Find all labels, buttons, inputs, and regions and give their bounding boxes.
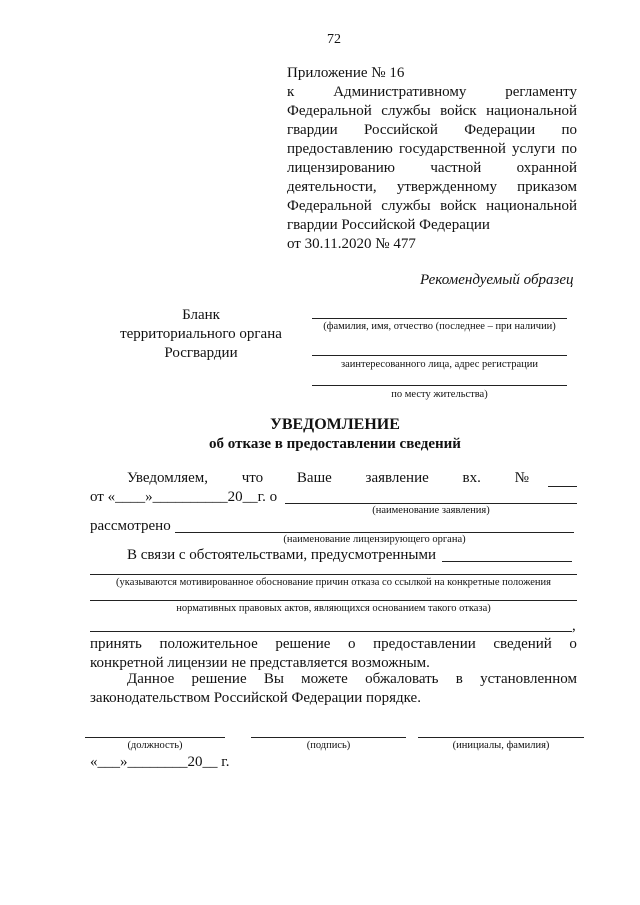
appendix-word: приказом — [517, 179, 577, 195]
appendix-word: Административному — [333, 84, 467, 100]
appendix-line — [287, 83, 577, 102]
blank-line-2: территориального органа — [120, 326, 282, 342]
appendix-line — [287, 64, 577, 83]
appendix-word: войск — [440, 198, 477, 214]
appendix-word: охранной — [516, 160, 577, 176]
reason-caption-2: нормативных правовых актов, являющихся основанием такого отказа) — [176, 603, 491, 614]
word: Вы — [263, 671, 284, 687]
addressee-caption-2: заинтересованного лица, адрес регистрации — [340, 359, 539, 370]
addressee-caption-3: по месту жительства) — [391, 389, 488, 400]
word: Уведомляем, — [127, 470, 209, 486]
appendix-word: службы — [381, 103, 431, 119]
addressee-caption-1: (фамилия, имя, отчество (последнее – при наличии) — [323, 321, 556, 332]
appendix-word: лицензированию — [287, 160, 395, 176]
decision-line-2: конкретной лицензии не представляется возможным. — [90, 655, 430, 671]
appendix-line — [287, 235, 577, 254]
addressee-line-2[interactable] — [312, 355, 567, 356]
signature-date: «___»________20__ г. — [90, 754, 230, 770]
appendix-line — [287, 178, 577, 197]
word: о — [569, 636, 577, 652]
word: решение — [275, 636, 331, 652]
page-number: 72 — [327, 32, 341, 47]
circumstances-field[interactable] — [442, 561, 572, 562]
appendix-word: к — [287, 84, 295, 100]
appendix-word: регламенту — [505, 84, 577, 100]
word: в — [455, 671, 463, 687]
application-name-field[interactable] — [285, 503, 577, 504]
word: можете — [301, 671, 348, 687]
word: Данное — [127, 671, 175, 687]
incoming-number-field[interactable] — [548, 486, 577, 487]
notice-subtitle: об отказе в предоставлении сведений — [209, 436, 461, 452]
word: что — [241, 470, 264, 486]
notify-line-1 — [127, 469, 529, 488]
word: Ваше — [296, 470, 332, 486]
appendix-line — [287, 102, 577, 121]
decision-line-1 — [90, 635, 577, 654]
addressee-line-1[interactable] — [312, 318, 567, 319]
application-caption: (наименование заявления) — [372, 505, 490, 516]
word: вх. — [462, 470, 481, 486]
appendix-word: Российской — [364, 122, 438, 138]
word: обжаловать — [365, 671, 439, 687]
appendix-line — [287, 197, 577, 216]
reason-line-1[interactable] — [90, 574, 577, 575]
word: положительное — [159, 636, 258, 652]
blank-line-1: Бланк — [182, 307, 220, 323]
word: решение — [191, 671, 247, 687]
appeal-line-2: законодательством Российской Федерации порядке. — [90, 690, 421, 706]
word: № — [514, 470, 529, 486]
licensing-organ-field[interactable] — [175, 532, 574, 533]
appendix-word: предоставлению — [287, 141, 393, 157]
addressee-line-3[interactable] — [312, 385, 567, 386]
appendix-block — [287, 64, 577, 254]
appendix-word: по — [561, 141, 577, 157]
recommended-sample-label: Рекомендуемый образец — [420, 272, 574, 288]
appendix-word: услуги — [512, 141, 556, 157]
appendix-word: Приложение № 16 — [287, 65, 405, 81]
blank-block — [108, 306, 294, 363]
position-field[interactable] — [85, 737, 225, 738]
name-field[interactable] — [418, 737, 584, 738]
word: заявление — [365, 470, 429, 486]
reason-line-2[interactable] — [90, 600, 577, 601]
appendix-word: войск — [440, 103, 477, 119]
name-caption: (инициалы, фамилия) — [452, 740, 550, 751]
appendix-word: службы — [381, 198, 431, 214]
reason-caption-1: (указываются мотивированное обоснование причин отказа со ссылкой на конкретные положения — [116, 577, 551, 588]
appendix-word: государственной — [398, 141, 506, 157]
considered-label: рассмотрено — [90, 518, 171, 534]
appendix-word: утвержденному — [396, 179, 497, 195]
appendix-word: частной — [430, 160, 482, 176]
appendix-word: национальной — [486, 198, 577, 214]
notify-line-2: от «____»__________20__г. о — [90, 489, 278, 505]
word: предоставлении — [373, 636, 476, 652]
notice-title: УВЕДОМЛЕНИЕ — [270, 416, 400, 433]
appendix-word: Федерации — [464, 122, 536, 138]
blank-line-3: Росгвардии — [164, 345, 238, 361]
signature-field[interactable] — [251, 737, 406, 738]
reason-line-3[interactable] — [90, 631, 572, 632]
signature-caption: (подпись) — [306, 740, 351, 751]
reason-comma: , — [572, 618, 576, 634]
position-caption: (должность) — [127, 740, 183, 751]
appendix-word: Федеральной — [287, 103, 372, 119]
word: сведений — [493, 636, 552, 652]
appendix-line — [287, 216, 577, 235]
appendix-word: деятельности, — [287, 179, 377, 195]
licensing-organ-caption: (наименование лицензирующего органа) — [283, 534, 466, 545]
word: о — [348, 636, 356, 652]
appendix-word: национальной — [486, 103, 577, 119]
appendix-word: гвардии — [287, 122, 338, 138]
appendix-word: по — [561, 122, 577, 138]
appendix-word: Федеральной — [287, 198, 372, 214]
appendix-line — [287, 121, 577, 140]
appendix-line — [287, 140, 577, 159]
appeal-line-1 — [127, 670, 577, 689]
word: установленном — [480, 671, 577, 687]
appendix-line — [287, 159, 577, 178]
circumstances-text: В связи с обстоятельствами, предусмотренными — [127, 547, 437, 563]
word: принять — [90, 636, 142, 652]
appendix-word: от 30.11.2020 № 477 — [287, 236, 416, 252]
appendix-word: гвардии Российской Федерации — [287, 217, 490, 233]
